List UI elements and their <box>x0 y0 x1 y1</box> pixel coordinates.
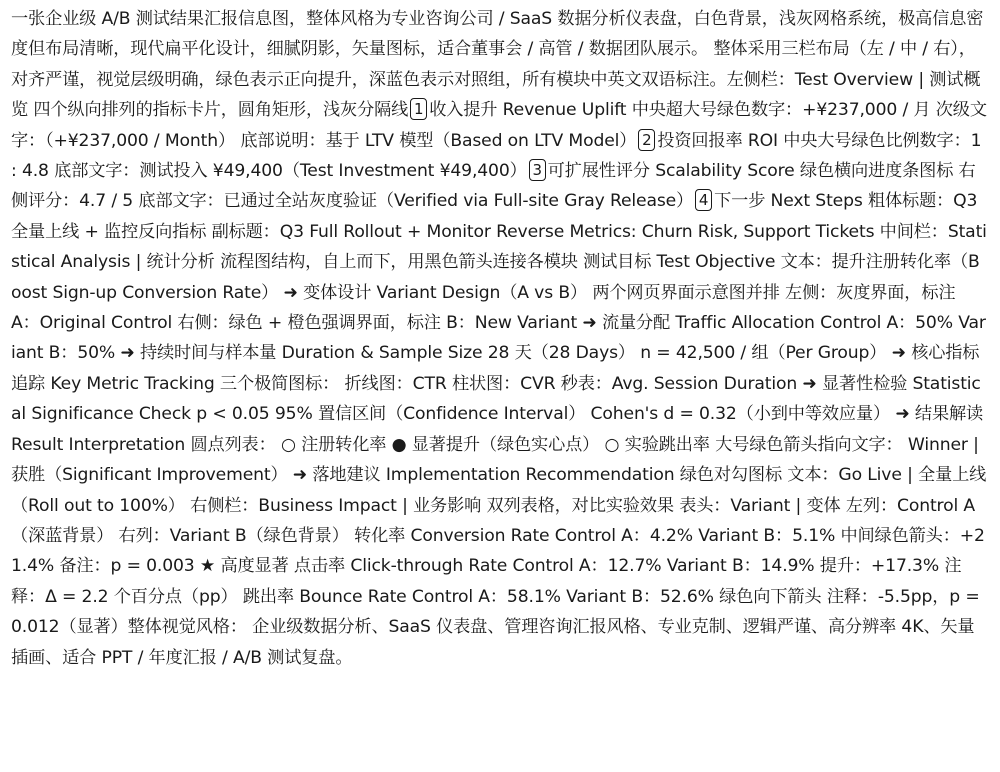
text-card-revenue: 收入提升 Revenue Uplift 中央超大号绿色数字：+¥237,000 / 月 次级文字：（+¥237,000 / Month） 底部说明：基于 LTV 模型（Based on LTV Model） <box>11 100 987 151</box>
number-box-3: 3 <box>529 159 546 181</box>
number-box-2: 2 <box>638 129 655 151</box>
text-card-roi: 投资回报率 ROI 中央大号绿色比例数字：1 : 4.8 底部文字：测试投入 ¥49,400（Test Investment ¥49,400） <box>11 130 982 182</box>
text-intro: 一张企业级 A/B 测试结果汇报信息图，整体风格为专业咨询公司 / SaaS 数据分析仪表盘，白色背景，浅灰网格系统，极高信息密度但布局清晰，现代扁平化设计，细腻阴影，矢量图标，适合董事会 / 高管 / 数据团队展示。 整体采用三栏布局（左 / 中 / 右），对齐严谨，视觉层级明确，绿色表示正向提升，深蓝色表示对照组，所有模块中英文双语标注。左侧栏：Test Overview | 测试概览 四个纵向排列的指标卡片，圆角矩形，浅灰分隔线 <box>11 9 984 121</box>
text-card-scalability: 可扩展性评分 Scalability Score 绿色横向进度条图标 右侧评分：4.7 / 5 底部文字：已通过全站灰度验证（Verified via Full-site Gray Release） <box>11 161 976 212</box>
number-box-4: 4 <box>695 189 712 211</box>
text-next-steps-and-rest: 下一步 Next Steps 粗体标题：Q3 全量上线 + 监控反向指标 副标题：Q3 Full Rollout + Monitor Reverse Metrics: Churn Risk, Support Tickets 中间栏：Statistical Analysis | 统计分析 流程图结构，自上而下，用黑色箭头连接各模块 测试目标 Test Objective 文本：提升注册转化率（Boost Sign-up Conversion Rate） ➜ 变体设计 Variant Design（A vs B） 两个网页界面示意图并排 左侧：灰度界面，标注 A：Original Control 右侧：绿色 + 橙色强调界面，标注 B：New Variant ➜ 流量分配 Traffic Allocation Control A：50% Variant B：50% ➜ 持续时间与样本量 Duration & Sample Size 28 天（28 Days） n = 42,500 / 组（Per Group） ➜ 核心指标追踪 Key Metric Tracking 三个极简图标： 折线图：CTR 柱状图：CVR 秒表：Avg. Session Duration ➜ 显著性检验 Statistical Significance Check p < 0.05 95% 置信区间（Confidence Interval） Cohen's d = 0.32（小到中等效应量） ➜ 结果解读 Result Interpretation 圆点列表： ○ 注册转化率 ● 显著提升（绿色实心点） ○ 实验跳出率 大号绿色箭头指向文字： Winner | 获胜（Significant Improvement） ➜ 落地建议 Implementation Recommendation 绿色对勾图标 文本：Go Live | 全量上线（Roll out to 100%） 右侧栏：Business Impact | 业务影响 双列表格，对比实验效果 表头：Variant | 变体 左列：Control A（深蓝背景） 右列：Variant B（绿色背景） 转化率 Conversion Rate Control A：4.2% Variant B：5.1% 中间绿色箭头：+21.4% 备注：p = 0.003 ★ 高度显著 点击率 Click-through Rate Control A：12.7% Variant B：14.9% 提升：+17.3% 注释：Δ = 2.2 个百分点（pp） 跳出率 Bounce Rate Control A：58.1% Variant B：52.6% 绿色向下箭头 注释：-5.5pp，p = 0.012（显著）整体视觉风格： 企业级数据分析、SaaS 仪表盘、管理咨询汇报风格、专业克制、逻辑严谨、高分辨率 4K、矢量插画、适合 PPT / 年度汇报 / A/B 测试复盘。 <box>11 191 987 668</box>
number-box-1: 1 <box>410 98 427 120</box>
